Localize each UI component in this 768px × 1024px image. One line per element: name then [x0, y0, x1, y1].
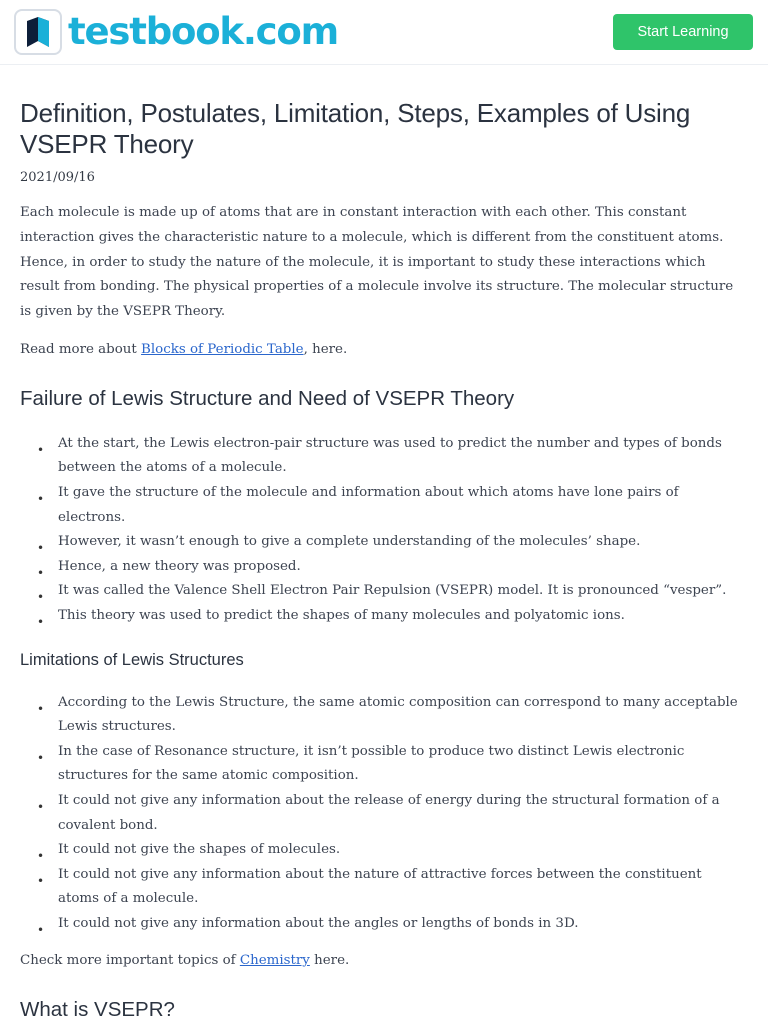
list-item-text: This theory was used to predict the shapes of many molecules and polyatomic ions. — [58, 607, 625, 623]
bullet-dot-icon: • — [37, 491, 45, 506]
list-item — [20, 691, 740, 740]
bullet-dot-icon: • — [37, 614, 45, 629]
list-item — [20, 555, 740, 580]
bullet-dot-icon: • — [37, 750, 45, 765]
section-heading-lewis-limitations: Limitations of Lewis Structures — [20, 650, 244, 669]
testbook-logo[interactable] — [14, 9, 338, 55]
lewis-limitations-list — [20, 691, 740, 937]
bullet-dot-icon: • — [37, 922, 45, 937]
check-more-paragraph — [20, 949, 740, 974]
article — [20, 98, 740, 1023]
testbook-book-icon — [14, 9, 62, 55]
bullet-dot-icon: • — [37, 442, 45, 457]
start-learning-button[interactable]: Start Learning — [613, 14, 753, 50]
list-item-text: Hence, a new theory was proposed. — [58, 558, 301, 574]
list-item-text: At the start, the Lewis electron-pair structure was used to predict the number and types of bonds between the atoms of a molecule. — [58, 435, 722, 476]
bullet-dot-icon: • — [37, 590, 45, 605]
page-title: Definition, Postulates, Limitation, Steps, Examples of Using VSEPR Theory — [20, 98, 691, 159]
list-item — [20, 579, 740, 604]
blocks-of-periodic-table-link[interactable]: Blocks of Periodic Table — [141, 341, 304, 357]
list-item — [20, 863, 740, 912]
bullet-dot-icon: • — [37, 799, 45, 814]
list-item — [20, 432, 740, 481]
logo-text: testbook.com — [68, 10, 338, 53]
read-more-prefix: Read more about — [20, 341, 142, 357]
publish-date: 2021/09/16 — [20, 170, 95, 185]
read-more-suffix: , here. — [303, 341, 348, 357]
list-item-text: However, it wasn’t enough to give a complete understanding of the molecules’ shape. — [58, 534, 641, 550]
list-item-text: It could not give any information about the nature of attractive forces between the constituent atoms of a molecule. — [58, 866, 702, 907]
list-item-text: In the case of Resonance structure, it isn’t possible to produce two distinct Lewis electronic structures for the same atomic composition. — [58, 743, 685, 784]
site-header — [0, 0, 768, 65]
check-more-suffix: here. — [309, 953, 350, 969]
list-item — [20, 481, 740, 530]
section-heading-lewis-failure: Failure of Lewis Structure and Need of VSEPR Theory — [20, 386, 515, 410]
check-more-prefix: Check more important topics of — [20, 953, 240, 969]
list-item — [20, 604, 740, 629]
intro-paragraph: Each molecule is made up of atoms that are in constant interaction with each other. This constant interaction gives the characteristic nature to a molecule, which is different from the constituent atoms. Hence, in order to study the nature of the molecule, it is important to study these interactions which result from bonding. The physical properties of a molecule involve its structure. The molecular structure is given by the VSEPR Theory. — [20, 205, 734, 320]
list-item — [20, 530, 740, 555]
list-item — [20, 789, 740, 838]
read-more-paragraph — [20, 338, 740, 363]
list-item-text: According to the Lewis Structure, the same atomic composition can correspond to many acceptable Lewis structures. — [58, 694, 738, 735]
list-item-text: It could not give any information about the angles or lengths of bonds in 3D. — [58, 915, 579, 931]
bullet-dot-icon: • — [37, 565, 45, 580]
bullet-dot-icon: • — [37, 873, 45, 888]
list-item-text: It gave the structure of the molecule and information about which atoms have lone pairs of electrons. — [58, 484, 679, 525]
bullet-dot-icon: • — [37, 541, 45, 556]
list-item-text: It could not give any information about the release of energy during the structural formation of a covalent bond. — [58, 792, 720, 833]
list-item — [20, 740, 740, 789]
lewis-failure-list — [20, 432, 740, 629]
bullet-dot-icon: • — [37, 849, 45, 864]
list-item-text: It was called the Valence Shell Electron Pair Repulsion (VSEPR) model. It is pronounced “vesper”. — [58, 583, 727, 599]
list-item — [20, 912, 740, 937]
list-item-text: It could not give the shapes of molecules. — [58, 842, 341, 858]
bullet-dot-icon: • — [37, 701, 45, 716]
chemistry-link[interactable]: Chemistry — [239, 953, 310, 969]
list-item — [20, 838, 740, 863]
section-heading-what-is-vsepr: What is VSEPR? — [20, 998, 175, 1022]
